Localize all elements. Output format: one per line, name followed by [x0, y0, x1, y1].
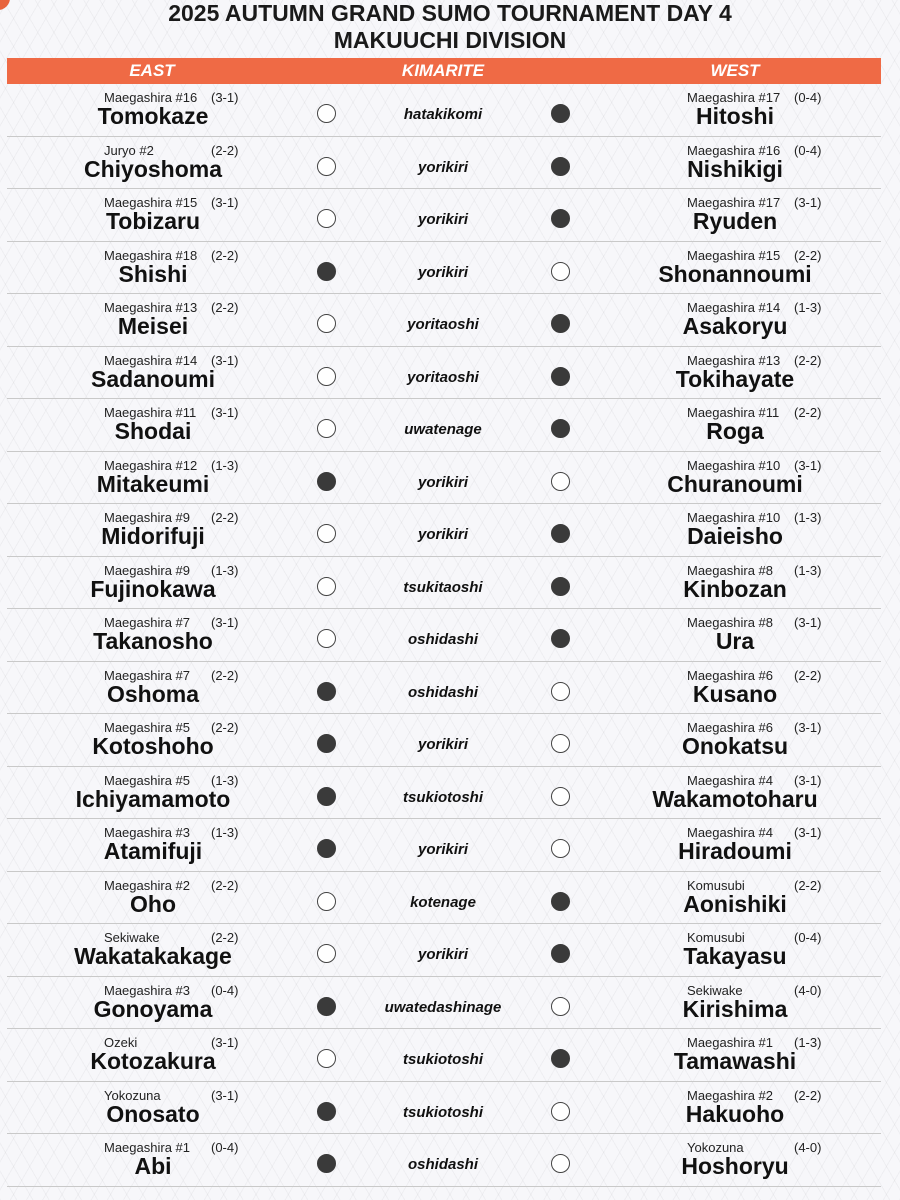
white-circle-icon — [551, 787, 570, 806]
black-circle-icon — [551, 1049, 570, 1068]
east-rank: Maegashira #7 — [104, 667, 190, 683]
white-circle-icon — [317, 314, 336, 333]
west-rank: Maegashira #4 — [687, 772, 773, 788]
black-circle-icon — [551, 524, 570, 543]
west-record: (4-0) — [794, 982, 822, 998]
east-record: (2-2) — [211, 142, 239, 158]
white-circle-icon — [551, 472, 570, 491]
west-rank: Yokozuna — [687, 1140, 744, 1155]
bout-row — [7, 347, 881, 400]
west-rank: Maegashira #14 — [687, 300, 781, 315]
bout-row — [7, 662, 881, 715]
east-name: Meisei — [117, 313, 189, 339]
west-name: Tamawashi — [673, 1048, 797, 1074]
west-name: Aonishiki — [683, 890, 787, 917]
black-circle-icon — [551, 157, 570, 176]
west-record: (1-3) — [794, 562, 822, 578]
east-name: Tobizaru — [105, 208, 201, 234]
west-name: Kusano — [692, 680, 778, 707]
west-name: Hitoshi — [696, 103, 774, 129]
black-circle-icon — [317, 839, 336, 858]
west-name: Kirishima — [682, 995, 788, 1022]
west-name: Takayasu — [683, 943, 787, 969]
west-name: Hiradoumi — [678, 838, 792, 864]
west-record: (3-1) — [794, 772, 822, 788]
bout-row — [7, 767, 881, 820]
east-name: Chiyoshoma — [83, 155, 223, 182]
bout-row — [7, 872, 881, 925]
east-record: (2-2) — [211, 300, 239, 315]
black-circle-icon — [317, 682, 336, 701]
east-rank: Maegashira #3 — [104, 825, 190, 840]
east-name: Fujinokawa — [90, 575, 216, 602]
east-name: Abi — [134, 1153, 172, 1179]
east-rank: Maegashira #7 — [104, 615, 190, 630]
black-circle-icon — [551, 104, 570, 123]
east-name: Oho — [130, 890, 176, 917]
east-name: Sadanoumi — [91, 365, 215, 392]
white-circle-icon — [551, 1102, 570, 1121]
white-circle-icon — [551, 682, 570, 701]
east-record: (2-2) — [211, 720, 239, 735]
bout-row — [7, 189, 881, 242]
west-rank: Komusubi — [687, 930, 745, 945]
west-rank: Maegashira #8 — [687, 562, 773, 578]
black-circle-icon — [551, 367, 570, 386]
header-kimarite: KIMARITE — [401, 61, 485, 80]
white-circle-icon — [317, 104, 336, 123]
west-rank: Maegashira #15 — [687, 247, 781, 263]
east-rank: Maegashira #3 — [104, 982, 190, 998]
bout-list — [7, 84, 881, 1187]
kimarite: uwatedashinage — [384, 998, 502, 1016]
west-name: Onokatsu — [681, 733, 789, 759]
bout-row — [7, 452, 881, 505]
east-name: Ichiyamamoto — [75, 785, 231, 812]
west-rank: Maegashira #11 — [687, 405, 780, 420]
east-rank: Maegashira #11 — [104, 405, 197, 420]
kimarite: tsukiotoshi — [402, 788, 484, 806]
west-record: (1-3) — [794, 510, 822, 525]
bout-row — [7, 399, 881, 452]
white-circle-icon — [551, 997, 570, 1016]
west-name: Roga — [706, 418, 764, 444]
kimarite: oshidashi — [407, 1156, 479, 1173]
white-circle-icon — [551, 1154, 570, 1173]
east-name: Mitakeumi — [96, 470, 210, 497]
column-header-bar — [7, 58, 881, 84]
black-circle-icon — [551, 209, 570, 228]
west-name: Wakamotoharu — [652, 785, 818, 812]
east-name: Kotoshoho — [92, 733, 214, 759]
west-name: Churanoumi — [667, 470, 803, 497]
west-rank: Sekiwake — [687, 982, 743, 998]
east-name: Oshoma — [106, 680, 200, 707]
kimarite: yorikiri — [417, 211, 469, 228]
east-record: (0-4) — [211, 982, 239, 998]
header-west: WEST — [710, 61, 760, 80]
east-rank: Maegashira #12 — [104, 457, 198, 473]
east-rank: Maegashira #9 — [104, 510, 190, 525]
kimarite: yoritaoshi — [407, 316, 479, 333]
east-rank: Sekiwake — [104, 930, 160, 945]
bout-row — [7, 137, 881, 190]
white-circle-icon — [317, 944, 336, 963]
bout-row — [7, 294, 881, 347]
east-record: (1-3) — [211, 825, 239, 840]
east-name: Tomokaze — [97, 103, 209, 129]
white-circle-icon — [317, 577, 336, 596]
black-circle-icon — [551, 629, 570, 648]
black-circle-icon — [317, 997, 336, 1016]
east-rank: Maegashira #5 — [104, 720, 190, 735]
west-rank: Komusubi — [687, 877, 745, 893]
kimarite: yorikiri — [417, 736, 469, 753]
west-rank: Maegashira #10 — [687, 457, 781, 473]
bout-row — [7, 557, 881, 610]
black-circle-icon — [551, 419, 570, 438]
west-rank: Maegashira #10 — [687, 510, 781, 525]
header-east: EAST — [129, 61, 175, 80]
west-record: (3-1) — [794, 457, 822, 473]
kimarite: tsukiotoshi — [402, 1103, 484, 1121]
west-record: (3-1) — [794, 720, 822, 735]
west-record: (0-4) — [794, 90, 822, 105]
white-circle-icon — [317, 419, 336, 438]
west-name: Shonannoumi — [658, 260, 812, 287]
white-circle-icon — [551, 839, 570, 858]
west-record: (1-3) — [794, 1035, 822, 1050]
black-circle-icon — [317, 262, 336, 281]
west-rank: Maegashira #6 — [687, 667, 773, 683]
kimarite: yorikiri — [417, 473, 469, 491]
bout-row — [7, 924, 881, 977]
bout-row — [7, 977, 881, 1030]
title-line-1: 2025 AUTUMN GRAND SUMO TOURNAMENT DAY 4 — [168, 0, 732, 26]
west-name: Hakuoho — [685, 1100, 785, 1127]
kimarite: hatakikomi — [403, 106, 483, 123]
east-rank: Maegashira #18 — [104, 247, 198, 263]
bout-row — [7, 609, 881, 662]
west-record: (2-2) — [794, 352, 822, 368]
west-rank: Maegashira #16 — [687, 142, 781, 158]
kimarite: yorikiri — [417, 158, 469, 176]
west-name: Daieisho — [687, 523, 783, 549]
east-name: Midorifuji — [101, 523, 205, 549]
east-name: Shishi — [118, 260, 188, 287]
east-rank: Maegashira #2 — [104, 877, 190, 893]
black-circle-icon — [551, 944, 570, 963]
east-name: Gonoyama — [93, 995, 213, 1022]
east-record: (0-4) — [211, 1140, 239, 1155]
bout-row — [7, 1029, 881, 1082]
east-rank: Maegashira #5 — [104, 772, 190, 788]
west-name: Kinbozan — [683, 575, 787, 602]
black-circle-icon — [317, 1102, 336, 1121]
west-name: Ura — [715, 628, 755, 654]
kimarite: uwatenage — [404, 421, 482, 438]
west-record: (0-4) — [794, 930, 822, 945]
white-circle-icon — [317, 892, 336, 911]
kimarite: tsukitaoshi — [403, 578, 483, 596]
west-rank: Maegashira #6 — [687, 720, 773, 735]
west-record: (4-0) — [794, 1140, 822, 1155]
east-record: (1-3) — [211, 457, 239, 473]
black-circle-icon — [551, 892, 570, 911]
white-circle-icon — [317, 209, 336, 228]
east-rank: Maegashira #13 — [104, 300, 198, 315]
east-rank: Yokozuna — [104, 1087, 161, 1103]
white-circle-icon — [317, 524, 336, 543]
west-rank: Maegashira #1 — [687, 1035, 773, 1050]
east-name: Atamifuji — [103, 838, 203, 864]
west-rank: Maegashira #2 — [687, 1087, 773, 1103]
bout-row — [7, 84, 881, 137]
east-rank: Maegashira #14 — [104, 352, 198, 368]
east-name: Takanosho — [93, 628, 213, 654]
black-circle-icon — [551, 577, 570, 596]
east-name: Shodai — [114, 418, 192, 444]
west-record: (2-2) — [794, 405, 822, 420]
kimarite: yorikiri — [417, 263, 469, 281]
east-name: Kotozakura — [90, 1048, 216, 1074]
east-rank: Ozeki — [104, 1035, 138, 1050]
east-record: (2-2) — [211, 930, 239, 945]
kimarite: oshidashi — [407, 683, 479, 701]
page-title — [0, 0, 900, 54]
east-rank: Maegashira #16 — [104, 90, 198, 105]
black-circle-icon — [317, 787, 336, 806]
east-record: (2-2) — [211, 247, 239, 263]
kimarite: yorikiri — [417, 946, 469, 963]
west-record: (2-2) — [794, 667, 822, 683]
kimarite: tsukiotoshi — [402, 1051, 484, 1068]
east-record: (3-1) — [211, 352, 239, 368]
west-record: (3-1) — [794, 825, 822, 840]
kimarite: kotenage — [410, 893, 476, 911]
bout-row — [7, 242, 881, 295]
east-rank: Maegashira #1 — [104, 1140, 190, 1155]
east-rank: Maegashira #9 — [104, 562, 190, 578]
west-record: (2-2) — [794, 247, 822, 263]
west-name: Asakoryu — [682, 313, 788, 339]
east-record: (2-2) — [211, 667, 239, 683]
west-record: (2-2) — [794, 1087, 822, 1103]
west-record: (2-2) — [794, 877, 822, 893]
east-record: (3-1) — [211, 405, 239, 420]
east-record: (2-2) — [211, 877, 239, 893]
east-record: (3-1) — [211, 1087, 239, 1103]
black-circle-icon — [317, 1154, 336, 1173]
white-circle-icon — [551, 262, 570, 281]
west-record: (3-1) — [794, 615, 822, 630]
east-record: (3-1) — [211, 1035, 239, 1050]
white-circle-icon — [317, 629, 336, 648]
west-rank: Maegashira #13 — [687, 352, 781, 368]
bout-row — [7, 714, 881, 767]
west-name: Tokihayate — [675, 365, 795, 392]
west-rank: Maegashira #17 — [687, 195, 781, 210]
west-record: (0-4) — [794, 142, 822, 158]
bout-row — [7, 504, 881, 557]
east-record: (3-1) — [211, 195, 239, 210]
black-circle-icon — [317, 734, 336, 753]
black-circle-icon — [551, 314, 570, 333]
east-record: (2-2) — [211, 510, 239, 525]
east-record: (3-1) — [211, 90, 239, 105]
east-record: (3-1) — [211, 615, 239, 630]
bout-row — [7, 1134, 881, 1187]
west-record: (3-1) — [794, 195, 822, 210]
kimarite: yoritaoshi — [407, 368, 479, 386]
west-rank: Maegashira #17 — [687, 90, 781, 105]
west-record: (1-3) — [794, 300, 822, 315]
west-name: Nishikigi — [687, 155, 783, 182]
kimarite: yorikiri — [417, 841, 469, 858]
east-rank: Juryo #2 — [104, 142, 154, 158]
black-circle-icon — [317, 472, 336, 491]
white-circle-icon — [551, 734, 570, 753]
kimarite: yorikiri — [417, 526, 469, 543]
white-circle-icon — [317, 157, 336, 176]
bout-row — [7, 819, 881, 872]
east-record: (1-3) — [211, 562, 239, 578]
east-name: Wakatakakage — [74, 943, 232, 969]
west-rank: Maegashira #8 — [687, 615, 773, 630]
west-name: Hoshoryu — [681, 1153, 789, 1179]
east-record: (1-3) — [211, 772, 239, 788]
white-circle-icon — [317, 1049, 336, 1068]
bout-row — [7, 1082, 881, 1135]
west-rank: Maegashira #4 — [687, 825, 773, 840]
title-line-2: MAKUUCHI DIVISION — [333, 27, 567, 53]
east-name: Onosato — [106, 1100, 200, 1127]
kimarite: oshidashi — [407, 631, 479, 648]
east-rank: Maegashira #15 — [104, 195, 198, 210]
white-circle-icon — [317, 367, 336, 386]
west-name: Ryuden — [692, 208, 778, 234]
